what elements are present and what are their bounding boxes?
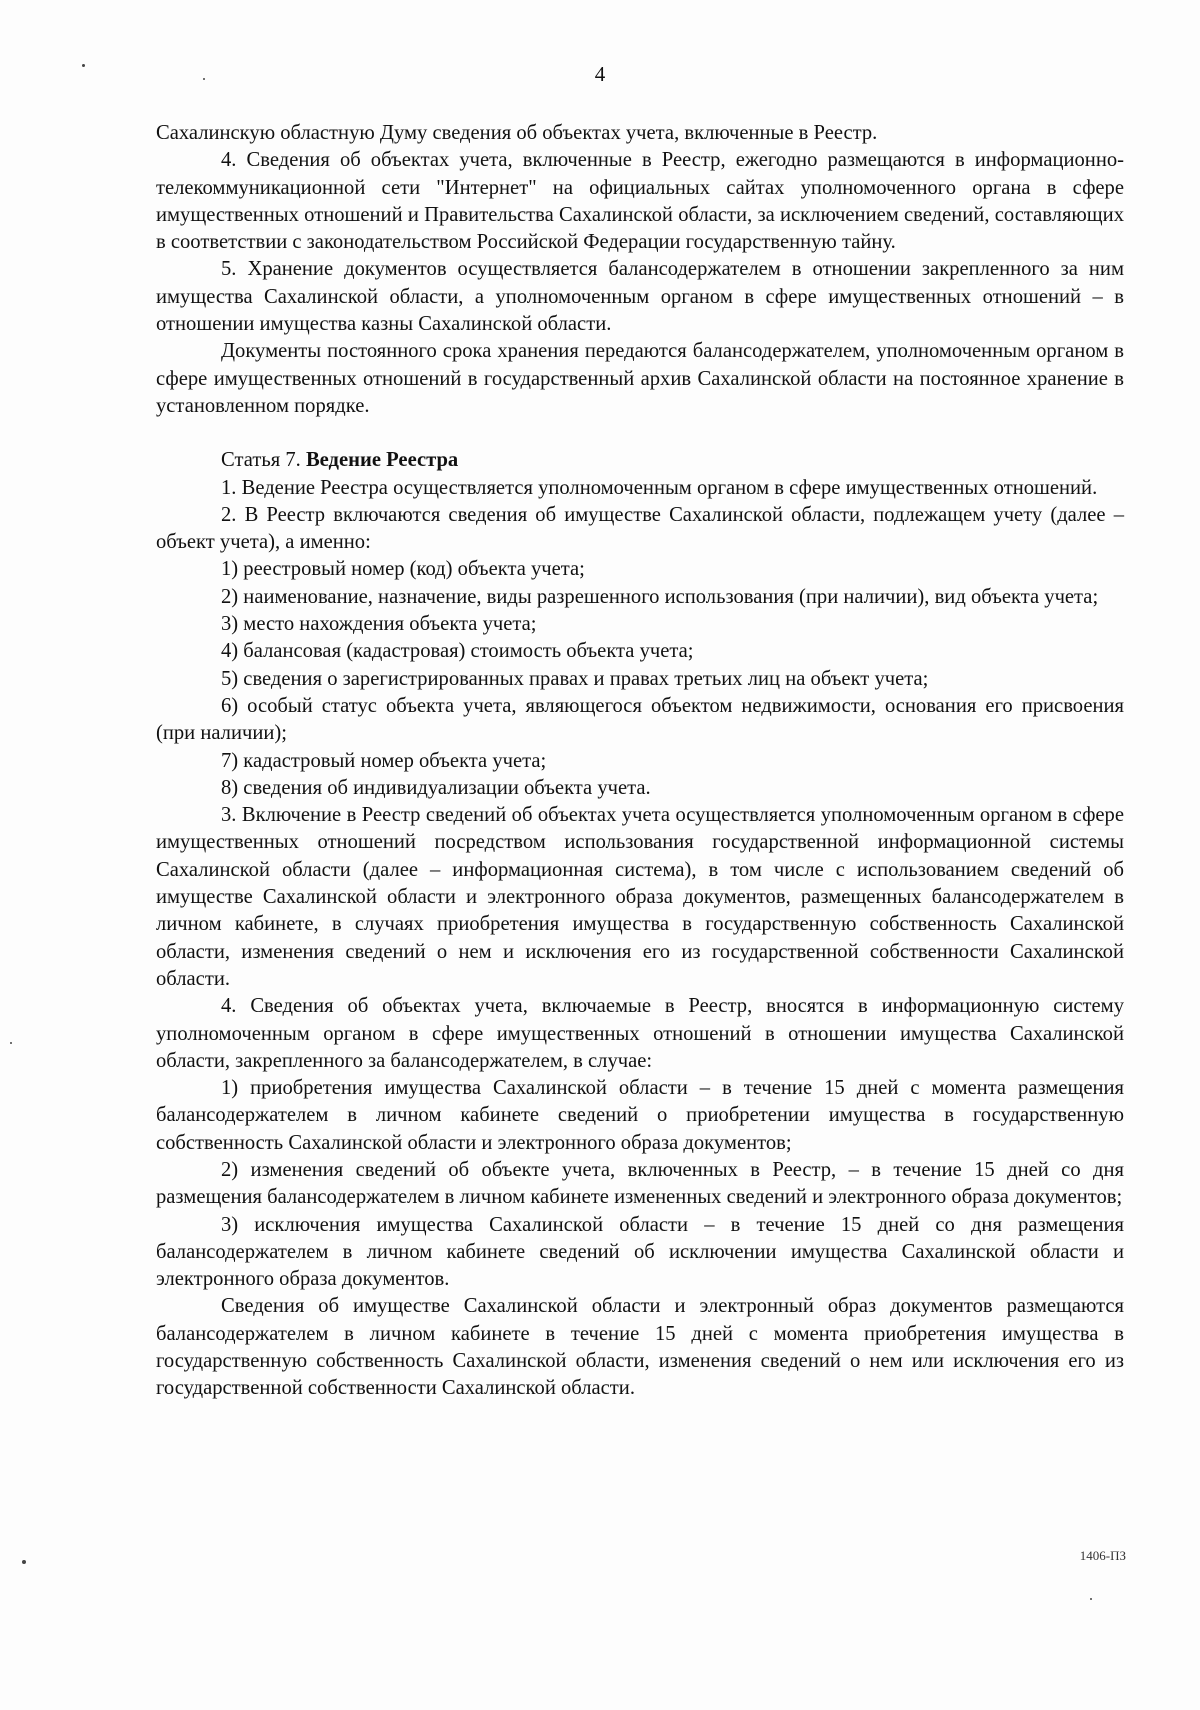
paragraph: Документы постоянного срока хранения передаются балансодержателем, уполномоченным органом в сфере имущественных отношений в государственный архив Сахалинской области на постоянное хранение в установленном порядке. [156, 340, 1124, 417]
scan-speck [1090, 1598, 1092, 1600]
list-item: 6) особый статус объекта учета, являющегося объектом недвижимости, основания его присвоения (при наличии); [156, 694, 1124, 745]
paragraph: 1. Ведение Реестра осуществляется уполномоченным органом в сфере имущественных отношений. [221, 476, 1098, 499]
scan-speck [82, 64, 85, 67]
list-item: 2) изменения сведений об объекте учета, включенных в Реестр, – в течение 15 дней со дня размещения балансодержателем в личном кабинете измененных сведений и электронного образа документов; [156, 1158, 1124, 1209]
list-item: 7) кадастровый номер объекта учета; [221, 749, 547, 772]
scan-speck [203, 78, 205, 80]
article-heading [156, 447, 1124, 474]
paragraph: Сахалинскую областную Думу сведения об объектах учета, включенные в Реестр. [156, 122, 878, 144]
page-number: 4 [594, 62, 606, 86]
list-item: 3) исключения имущества Сахалинской области – в течение 15 дней со дня размещения балансодержателем в личном кабинете сведений об исключении имущества Сахалинской области и электронного образа документов. [156, 1213, 1124, 1291]
list-item: 1) приобретения имущества Сахалинской области – в течение 15 дней с момента размещения балансодержателем в личном кабинете сведений о приобретении имущества в государственную собственность Сахалинской области и электронного образа документов; [156, 1077, 1124, 1154]
article-title: Ведение Реестра [305, 449, 459, 472]
paragraph: Сведения об имуществе Сахалинской области и электронный образ документов размещаются балансодержателем в личном кабинете в течение 15 дней с момента приобретения имущества в государственную собственность Сахалинской области, изменения сведений о нем или исключения его из государственной собственности Сахалинской области. [156, 1295, 1124, 1400]
list-item: 1) реестровый номер (код) объекта учета; [221, 558, 585, 581]
list-item: 2) наименование, назначение, виды разрешенного использования (при наличии), вид объекта учета; [221, 585, 1099, 608]
paragraph: 3. Включение в Реестр сведений об объектах учета осуществляется уполномоченным органом в сфере имущественных отношений посредством использования государственной информационной системы Сахалинской области (далее – информационная система), в том числе с использованием сведений об имуществе Сахалинской области и электронного образа документов, размещенных балансодержателем в личном кабинете, в случаях приобретения имущества в государственную собственность Сахалинской области, изменения сведений о нем и исключения его из государственной собственности Сахалинской области. [156, 804, 1124, 990]
spacer [156, 420, 1124, 447]
list-item: 4) балансовая (кадастровая) стоимость объекта учета; [221, 640, 694, 663]
list-item: 8) сведения об индивидуализации объекта учета. [221, 776, 651, 799]
paragraph: 4. Сведения об объектах учета, включенные в Реестр, ежегодно размещаются в информационно-телекоммуникационной сети "Интернет" на официальных сайтах уполномоченного органа в сфере имущественных отношений и Правительства Сахалинской области, за исключением сведений, составляющих в соответствии с законодательством Российской Федерации государственную тайну. [156, 149, 1124, 254]
document-code: 1406-ПЗ [1079, 1548, 1126, 1563]
list-item: 3) место нахождения объекта учета; [221, 613, 537, 636]
paragraph: 2. В Реестр включаются сведения об имуществе Сахалинской области, подлежащем учету (далее – объект учета), а именно: [156, 503, 1124, 554]
document-body [156, 120, 1124, 1403]
list-item: 5) сведения о зарегистрированных правах и правах третьих лиц на объект учета; [221, 667, 929, 690]
scan-speck [10, 1042, 12, 1044]
paragraph: 4. Сведения об объектах учета, включаемые в Реестр, вносятся в информационную систему уполномоченным органом в сфере имущественных отношений в отношении имущества Сахалинской области, закрепленного за балансодержателем, в случае: [156, 995, 1124, 1072]
article-prefix: Статья 7. [221, 449, 301, 472]
scan-speck [22, 1560, 26, 1564]
paragraph: 5. Хранение документов осуществляется балансодержателем в отношении закрепленного за ним имущества Сахалинской области, а уполномоченным органом в сфере имущественных отношений – в отношении имущества казны Сахалинской области. [156, 258, 1124, 336]
